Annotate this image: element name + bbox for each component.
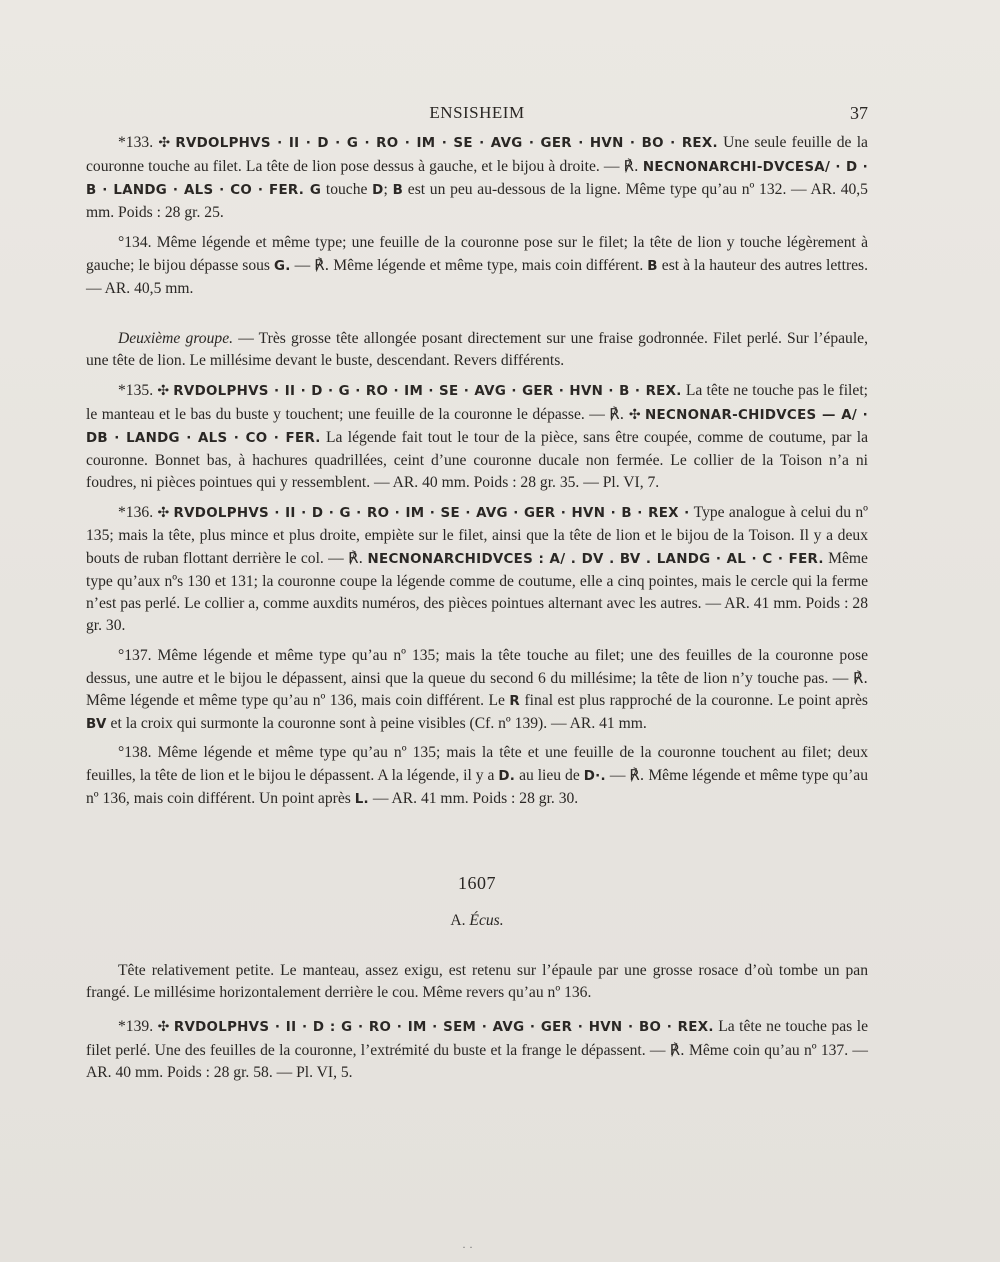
subhead-letter: A. [450, 912, 466, 929]
entry-136 [86, 502, 868, 637]
group-label: Deuxième groupe. [118, 330, 234, 347]
entry-number: *136. [118, 504, 154, 521]
reverse-symbol: ℟. [629, 766, 645, 784]
entry-text: — [605, 767, 630, 784]
entry-number: °137. [118, 647, 152, 664]
entry-number: °134. [118, 234, 152, 251]
reverse-symbol: ℟. [609, 405, 625, 423]
entry-137 [86, 645, 868, 736]
entry-number: °138. [118, 744, 152, 761]
reverse-legend: NECNONAR-CHIDVCES — A/ · DB · LANDG · ALS · CO · FER. [86, 408, 868, 446]
obverse-legend: RVDOLPHVS · II · D · G · RO · IM · SE · AVG · GER · HVN · B · REX · [173, 506, 690, 521]
entry-text: Même légende et même type, mais coin différent. [329, 257, 648, 274]
legend-letter: BV [86, 717, 107, 732]
entry-number: *139. [118, 1018, 154, 1035]
entry-text: Même légende et même type qu’au nº 135; mais la tête et une feuille de la couronne touchent au filet; deux feuilles, la tête de lion et le bijou le dépassent. A la légende, il y a [86, 744, 868, 784]
section-subhead [86, 912, 868, 930]
entry-text: ; [383, 181, 393, 198]
reverse-symbol: ℟. [852, 669, 868, 687]
reverse-legend: NECNONARCHIDVCES : A/ . DV . BV . LANDG · AL · C · FER. [367, 552, 824, 567]
page-header [86, 103, 868, 127]
entry-135 [86, 380, 868, 494]
legend-letter: B [647, 259, 658, 274]
entry-text: — AR. 41 mm. Poids : 28 gr. 30. [368, 790, 579, 807]
entry-text: est un peu au-dessous de la ligne. Même type qu’au nº 132. — AR. 40,5 mm. Poids : 28 gr. 25. [86, 181, 868, 221]
entry-133 [86, 132, 868, 224]
page-number: 37 [850, 103, 868, 123]
obverse-legend: RVDOLPHVS · II · D : G · RO · IM · SEM · AVG · GER · HVN · BO · REX. [173, 1020, 714, 1035]
reverse-symbol: ℟. [348, 549, 364, 567]
legend-letter: L. [354, 792, 369, 807]
cross-icon: ✣ [157, 383, 170, 399]
entry-text: Même légende et même type qu’au nº 136, mais coin différent. Le [86, 692, 510, 709]
subhead-title: Écus. [469, 912, 504, 929]
reverse-symbol: ℟. [314, 256, 330, 274]
footer-mark: · · [462, 1240, 473, 1254]
legend-letter: D·. [583, 769, 606, 784]
entry-text: Type analogue à celui du nº 135; mais la tête, plus mince et plus droite, empiète sur le filet, ainsi que la tête de lion et le bijou de la Toison. Il y a deux bouts de ruban flottant derrière le col. — [86, 504, 868, 567]
obverse-legend: RVDOLPHVS · II · D · G · RO · IM · SE · AVG · GER · HVN · B · REX. [173, 384, 682, 399]
obverse-legend: RVDOLPHVS · II · D · G · RO · IM · SE · AVG · GER · HVN · BO · REX. [175, 136, 718, 151]
entry-text: — [290, 257, 315, 274]
entry-text: est à la hauteur des autres lettres. — AR. 40,5 mm. [86, 257, 869, 297]
entry-text: La légende fait tout le tour de la pièce, sans être coupée, comme de coutume, par la couronne. Bonnet bas, à hachures quadrillées, ceint d’une couronne ducale non fermée. Le collier de la Toison n’a ni foudres, ni pièces pointues qui y ressemblent. — AR. 40 mm. Poids : 28 gr. 35. — Pl. VI, 7. [86, 429, 869, 491]
group-description [86, 328, 868, 372]
entry-number: *135. [118, 382, 154, 399]
entry-text: et la croix qui surmonte la couronne sont à peine visibles (Cf. nº 139). — AR. 41 mm. [106, 715, 647, 732]
entry-text: La tête ne touche pas le filet perlé. Une des feuilles de la couronne, l’extrémité du buste et la frange le dépassent. — [86, 1018, 869, 1059]
entry-text: Même légende et même type qu’au nº 135; mais la tête touche au filet; une des feuilles de la couronne pose dessus, une autre et le bijou le dépassent, ainsi que la queue du second 6 du millésime; la tête de lion n’y touche pas. — [86, 647, 868, 687]
cross-icon: ✣ [157, 1019, 170, 1035]
entry-text: au lieu de [515, 767, 584, 784]
running-head: ENSISHEIM [429, 103, 525, 122]
entry-text: Même coin qu’au nº 137. — AR. 40 mm. Poids : 28 gr. 58. — Pl. VI, 5. [86, 1042, 868, 1081]
entry-134 [86, 232, 868, 300]
entry-text: final est plus rapproché de la couronne. Le point après [520, 692, 868, 709]
entry-text: La tête ne touche pas le filet; le manteau et le bas du buste y touchent; une feuille de la couronne le dépasse. — [86, 382, 868, 423]
entry-138 [86, 742, 868, 811]
entry-text: Une seule feuille de la couronne touche au filet. La tête de lion pose dessus à gauche, et le bijou à droite. — [86, 134, 868, 175]
entry-text: Même légende et même type qu’au nº 136, mais coin différent. Un point après [86, 767, 869, 807]
section-intro: Tête relativement petite. Le manteau, assez exigu, est retenu sur l’épaule par une grosse rosace d’où tombe un pan frangé. Le millésime horizontalement derrière le cou. Même revers qu’au nº 136. [86, 962, 868, 1001]
reverse-symbol: ℟. [669, 1041, 685, 1059]
cross-icon: ✣ [158, 135, 171, 151]
page-body [86, 132, 868, 1084]
legend-letter: D [372, 183, 384, 198]
legend-letter: B [392, 183, 404, 198]
entry-number: *133. [118, 134, 154, 151]
cross-icon: ✣ [628, 407, 641, 423]
cross-icon: ✣ [157, 505, 170, 521]
group-text: — Très grosse tête allongée posant directement sur une fraise godronnée. Filet perlé. Sur l’épaule, une tête de lion. Le millésime devant le buste, descendant. Revers différents. [86, 330, 868, 369]
legend-letter: D. [498, 769, 516, 784]
entry-139 [86, 1016, 868, 1084]
section-year: 1607 [458, 873, 496, 893]
reverse-legend: NECNONARCHI-DVCESA/ · D · B · LANDG · ALS · CO · FER. G [86, 160, 868, 198]
entry-text: touche [321, 181, 373, 198]
entry-text: Même type qu’aux nºs 130 et 131; la couronne coupe la légende comme de coutume, elle a cinq pointes, mais le cercle qui la ferme n’est pas perlé. Le collier a, comme auxdits numéros, des pièces pointues alternant avec les autres. — AR. 41 mm. Poids : 28 gr. 30. [86, 550, 868, 634]
legend-letter: G. [274, 259, 291, 274]
reverse-symbol: ℟. [623, 157, 639, 175]
legend-letter: R [509, 694, 520, 709]
entry-text: Même légende et même type; une feuille de la couronne pose sur le filet; la tête de lion y touche légèrement à gauche; le bijou dépasse sous [86, 234, 868, 274]
